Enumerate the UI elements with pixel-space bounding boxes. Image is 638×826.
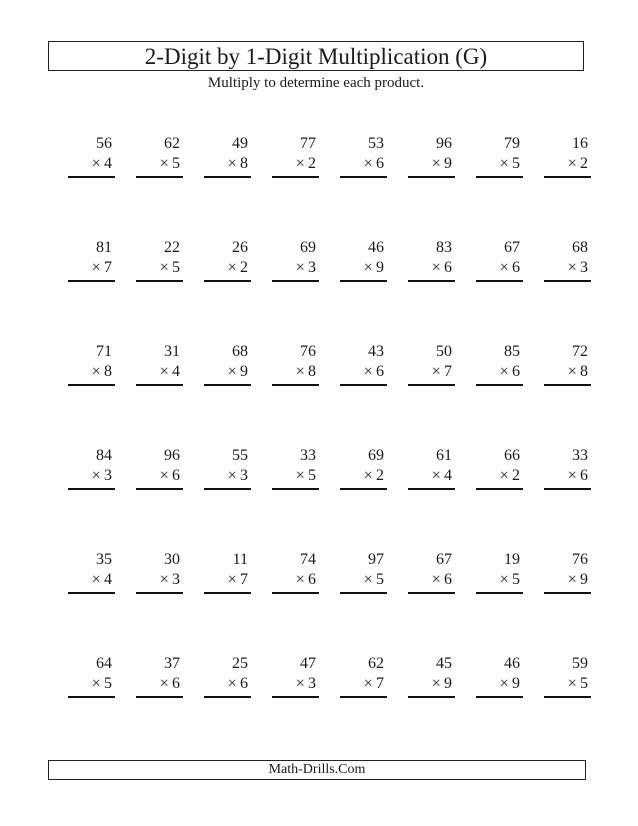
multiplier: × 2 <box>227 259 248 276</box>
multiplication-problem <box>544 446 591 496</box>
answer-line <box>544 384 591 386</box>
multiplier: × 3 <box>227 467 248 484</box>
answer-line <box>408 384 455 386</box>
multiplier: × 5 <box>567 675 588 692</box>
multiplication-problem <box>68 342 115 392</box>
multiplicand: 46 <box>368 239 384 256</box>
answer-line <box>476 384 523 386</box>
multiplicand: 16 <box>572 135 588 152</box>
multiplication-problem <box>340 238 387 288</box>
answer-line <box>68 696 115 698</box>
multiplication-problem <box>204 342 251 392</box>
multiplication-problem <box>68 238 115 288</box>
multiplication-problem <box>340 654 387 704</box>
multiplier: × 2 <box>295 155 316 172</box>
multiplication-problem <box>272 238 319 288</box>
answer-line <box>408 696 455 698</box>
multiplicand: 33 <box>300 447 316 464</box>
problem-row <box>68 654 588 714</box>
multiplication-problem <box>476 238 523 288</box>
multiplication-problem <box>136 654 183 704</box>
answer-line <box>408 488 455 490</box>
multiplier: × 9 <box>431 675 452 692</box>
answer-line <box>136 696 183 698</box>
multiplication-problem <box>136 238 183 288</box>
answer-line <box>476 696 523 698</box>
multiplication-problem <box>476 342 523 392</box>
multiplication-problem <box>408 342 455 392</box>
answer-line <box>340 384 387 386</box>
multiplier: × 8 <box>227 155 248 172</box>
multiplicand: 61 <box>436 447 452 464</box>
multiplicand: 53 <box>368 135 384 152</box>
multiplication-problem <box>204 654 251 704</box>
multiplication-problem <box>136 134 183 184</box>
multiplier: × 5 <box>499 155 520 172</box>
multiplication-problem <box>204 238 251 288</box>
multiplicand: 85 <box>504 343 520 360</box>
multiplicand: 76 <box>572 551 588 568</box>
multiplication-problem <box>408 446 455 496</box>
answer-line <box>204 280 251 282</box>
multiplication-problem <box>68 654 115 704</box>
multiplication-problem <box>204 446 251 496</box>
multiplier: × 6 <box>363 363 384 380</box>
multiplication-problem <box>340 550 387 600</box>
answer-line <box>272 592 319 594</box>
problem-row <box>68 134 588 194</box>
multiplier: × 7 <box>363 675 384 692</box>
answer-line <box>340 176 387 178</box>
multiplication-problem <box>476 446 523 496</box>
multiplicand: 56 <box>96 135 112 152</box>
multiplier: × 9 <box>431 155 452 172</box>
answer-line <box>272 280 319 282</box>
multiplicand: 96 <box>436 135 452 152</box>
multiplicand: 11 <box>232 551 248 568</box>
multiplication-problem <box>408 550 455 600</box>
multiplication-problem <box>68 446 115 496</box>
answer-line <box>476 176 523 178</box>
multiplicand: 81 <box>96 239 112 256</box>
multiplier: × 6 <box>499 259 520 276</box>
answer-line <box>136 384 183 386</box>
multiplier: × 6 <box>295 571 316 588</box>
multiplier: × 9 <box>227 363 248 380</box>
multiplication-problem <box>408 238 455 288</box>
multiplier: × 6 <box>431 259 452 276</box>
multiplier: × 3 <box>159 571 180 588</box>
multiplication-problem <box>476 654 523 704</box>
answer-line <box>340 488 387 490</box>
answer-line <box>272 696 319 698</box>
multiplier: × 6 <box>431 571 452 588</box>
problem-row <box>68 238 588 298</box>
problem-row <box>68 342 588 402</box>
answer-line <box>136 592 183 594</box>
multiplicand: 74 <box>300 551 316 568</box>
answer-line <box>68 280 115 282</box>
multiplier: × 5 <box>499 571 520 588</box>
multiplicand: 71 <box>96 343 112 360</box>
worksheet-title: 2-Digit by 1-Digit Multiplication (G) <box>48 41 584 71</box>
multiplicand: 68 <box>232 343 248 360</box>
multiplication-problem <box>340 446 387 496</box>
answer-line <box>544 696 591 698</box>
multiplier: × 7 <box>91 259 112 276</box>
multiplicand: 69 <box>368 447 384 464</box>
multiplier: × 4 <box>159 363 180 380</box>
answer-line <box>340 696 387 698</box>
multiplier: × 5 <box>91 675 112 692</box>
multiplicand: 46 <box>504 655 520 672</box>
multiplication-problem <box>340 134 387 184</box>
multiplicand: 83 <box>436 239 452 256</box>
multiplier: × 6 <box>567 467 588 484</box>
answer-line <box>272 176 319 178</box>
multiplier: × 6 <box>363 155 384 172</box>
multiplicand: 35 <box>96 551 112 568</box>
multiplicand: 37 <box>164 655 180 672</box>
multiplicand: 55 <box>232 447 248 464</box>
answer-line <box>136 280 183 282</box>
multiplication-problem <box>544 342 591 392</box>
answer-line <box>68 488 115 490</box>
multiplicand: 33 <box>572 447 588 464</box>
answer-line <box>408 592 455 594</box>
answer-line <box>544 280 591 282</box>
multiplication-problem <box>136 446 183 496</box>
footer-site-name: Math-Drills.Com <box>48 760 586 780</box>
answer-line <box>136 176 183 178</box>
answer-line <box>68 592 115 594</box>
multiplicand: 67 <box>436 551 452 568</box>
answer-line <box>68 384 115 386</box>
multiplicand: 59 <box>572 655 588 672</box>
multiplier: × 8 <box>295 363 316 380</box>
multiplier: × 9 <box>363 259 384 276</box>
multiplicand: 26 <box>232 239 248 256</box>
multiplier: × 2 <box>499 467 520 484</box>
multiplicand: 79 <box>504 135 520 152</box>
multiplier: × 7 <box>227 571 248 588</box>
multiplier: × 2 <box>363 467 384 484</box>
multiplier: × 5 <box>159 155 180 172</box>
answer-line <box>204 488 251 490</box>
answer-line <box>544 592 591 594</box>
answer-line <box>544 176 591 178</box>
multiplication-problem <box>544 238 591 288</box>
multiplier: × 3 <box>295 675 316 692</box>
multiplicand: 45 <box>436 655 452 672</box>
multiplier: × 5 <box>363 571 384 588</box>
multiplicand: 62 <box>368 655 384 672</box>
multiplicand: 69 <box>300 239 316 256</box>
multiplication-problem <box>204 134 251 184</box>
multiplication-problem <box>476 550 523 600</box>
answer-line <box>204 592 251 594</box>
problem-row <box>68 550 588 610</box>
multiplicand: 62 <box>164 135 180 152</box>
multiplicand: 68 <box>572 239 588 256</box>
multiplier: × 3 <box>567 259 588 276</box>
multiplication-problem <box>476 134 523 184</box>
answer-line <box>476 488 523 490</box>
multiplier: × 4 <box>91 155 112 172</box>
multiplication-problem <box>272 134 319 184</box>
answer-line <box>272 384 319 386</box>
multiplicand: 19 <box>504 551 520 568</box>
answer-line <box>204 384 251 386</box>
multiplier: × 5 <box>295 467 316 484</box>
multiplier: × 3 <box>91 467 112 484</box>
answer-line <box>68 176 115 178</box>
multiplier: × 7 <box>431 363 452 380</box>
multiplicand: 25 <box>232 655 248 672</box>
answer-line <box>272 488 319 490</box>
multiplicand: 72 <box>572 343 588 360</box>
multiplication-problem <box>272 654 319 704</box>
multiplication-problem <box>340 342 387 392</box>
multiplicand: 50 <box>436 343 452 360</box>
multiplication-problem <box>68 550 115 600</box>
multiplication-problem <box>544 654 591 704</box>
multiplicand: 30 <box>164 551 180 568</box>
multiplicand: 64 <box>96 655 112 672</box>
multiplicand: 84 <box>96 447 112 464</box>
multiplication-problem <box>68 134 115 184</box>
answer-line <box>476 280 523 282</box>
worksheet-instructions: Multiply to determine each product. <box>207 75 425 91</box>
answer-line <box>408 280 455 282</box>
multiplier: × 9 <box>499 675 520 692</box>
answer-line <box>476 592 523 594</box>
multiplier: × 9 <box>567 571 588 588</box>
multiplication-problem <box>544 134 591 184</box>
multiplication-problem <box>204 550 251 600</box>
multiplicand: 76 <box>300 343 316 360</box>
multiplicand: 47 <box>300 655 316 672</box>
multiplier: × 6 <box>159 467 180 484</box>
multiplication-problem <box>408 134 455 184</box>
answer-line <box>204 176 251 178</box>
multiplication-problem <box>272 342 319 392</box>
multiplicand: 97 <box>368 551 384 568</box>
answer-line <box>340 280 387 282</box>
multiplier: × 8 <box>567 363 588 380</box>
multiplicand: 67 <box>504 239 520 256</box>
multiplicand: 66 <box>504 447 520 464</box>
multiplication-problem <box>136 550 183 600</box>
multiplicand: 77 <box>300 135 316 152</box>
multiplier: × 6 <box>159 675 180 692</box>
multiplicand: 49 <box>232 135 248 152</box>
answer-line <box>340 592 387 594</box>
multiplication-problem <box>408 654 455 704</box>
multiplier: × 4 <box>431 467 452 484</box>
multiplication-problem <box>272 550 319 600</box>
multiplicand: 96 <box>164 447 180 464</box>
multiplier: × 4 <box>91 571 112 588</box>
multiplication-problem <box>544 550 591 600</box>
answer-line <box>204 696 251 698</box>
multiplier: × 6 <box>499 363 520 380</box>
multiplier: × 6 <box>227 675 248 692</box>
answer-line <box>136 488 183 490</box>
problem-row <box>68 446 588 506</box>
answer-line <box>408 176 455 178</box>
multiplicand: 31 <box>164 343 180 360</box>
multiplicand: 43 <box>368 343 384 360</box>
multiplier: × 2 <box>567 155 588 172</box>
multiplication-problem <box>136 342 183 392</box>
multiplication-problem <box>272 446 319 496</box>
multiplier: × 8 <box>91 363 112 380</box>
multiplicand: 22 <box>164 239 180 256</box>
multiplier: × 3 <box>295 259 316 276</box>
answer-line <box>544 488 591 490</box>
multiplier: × 5 <box>159 259 180 276</box>
